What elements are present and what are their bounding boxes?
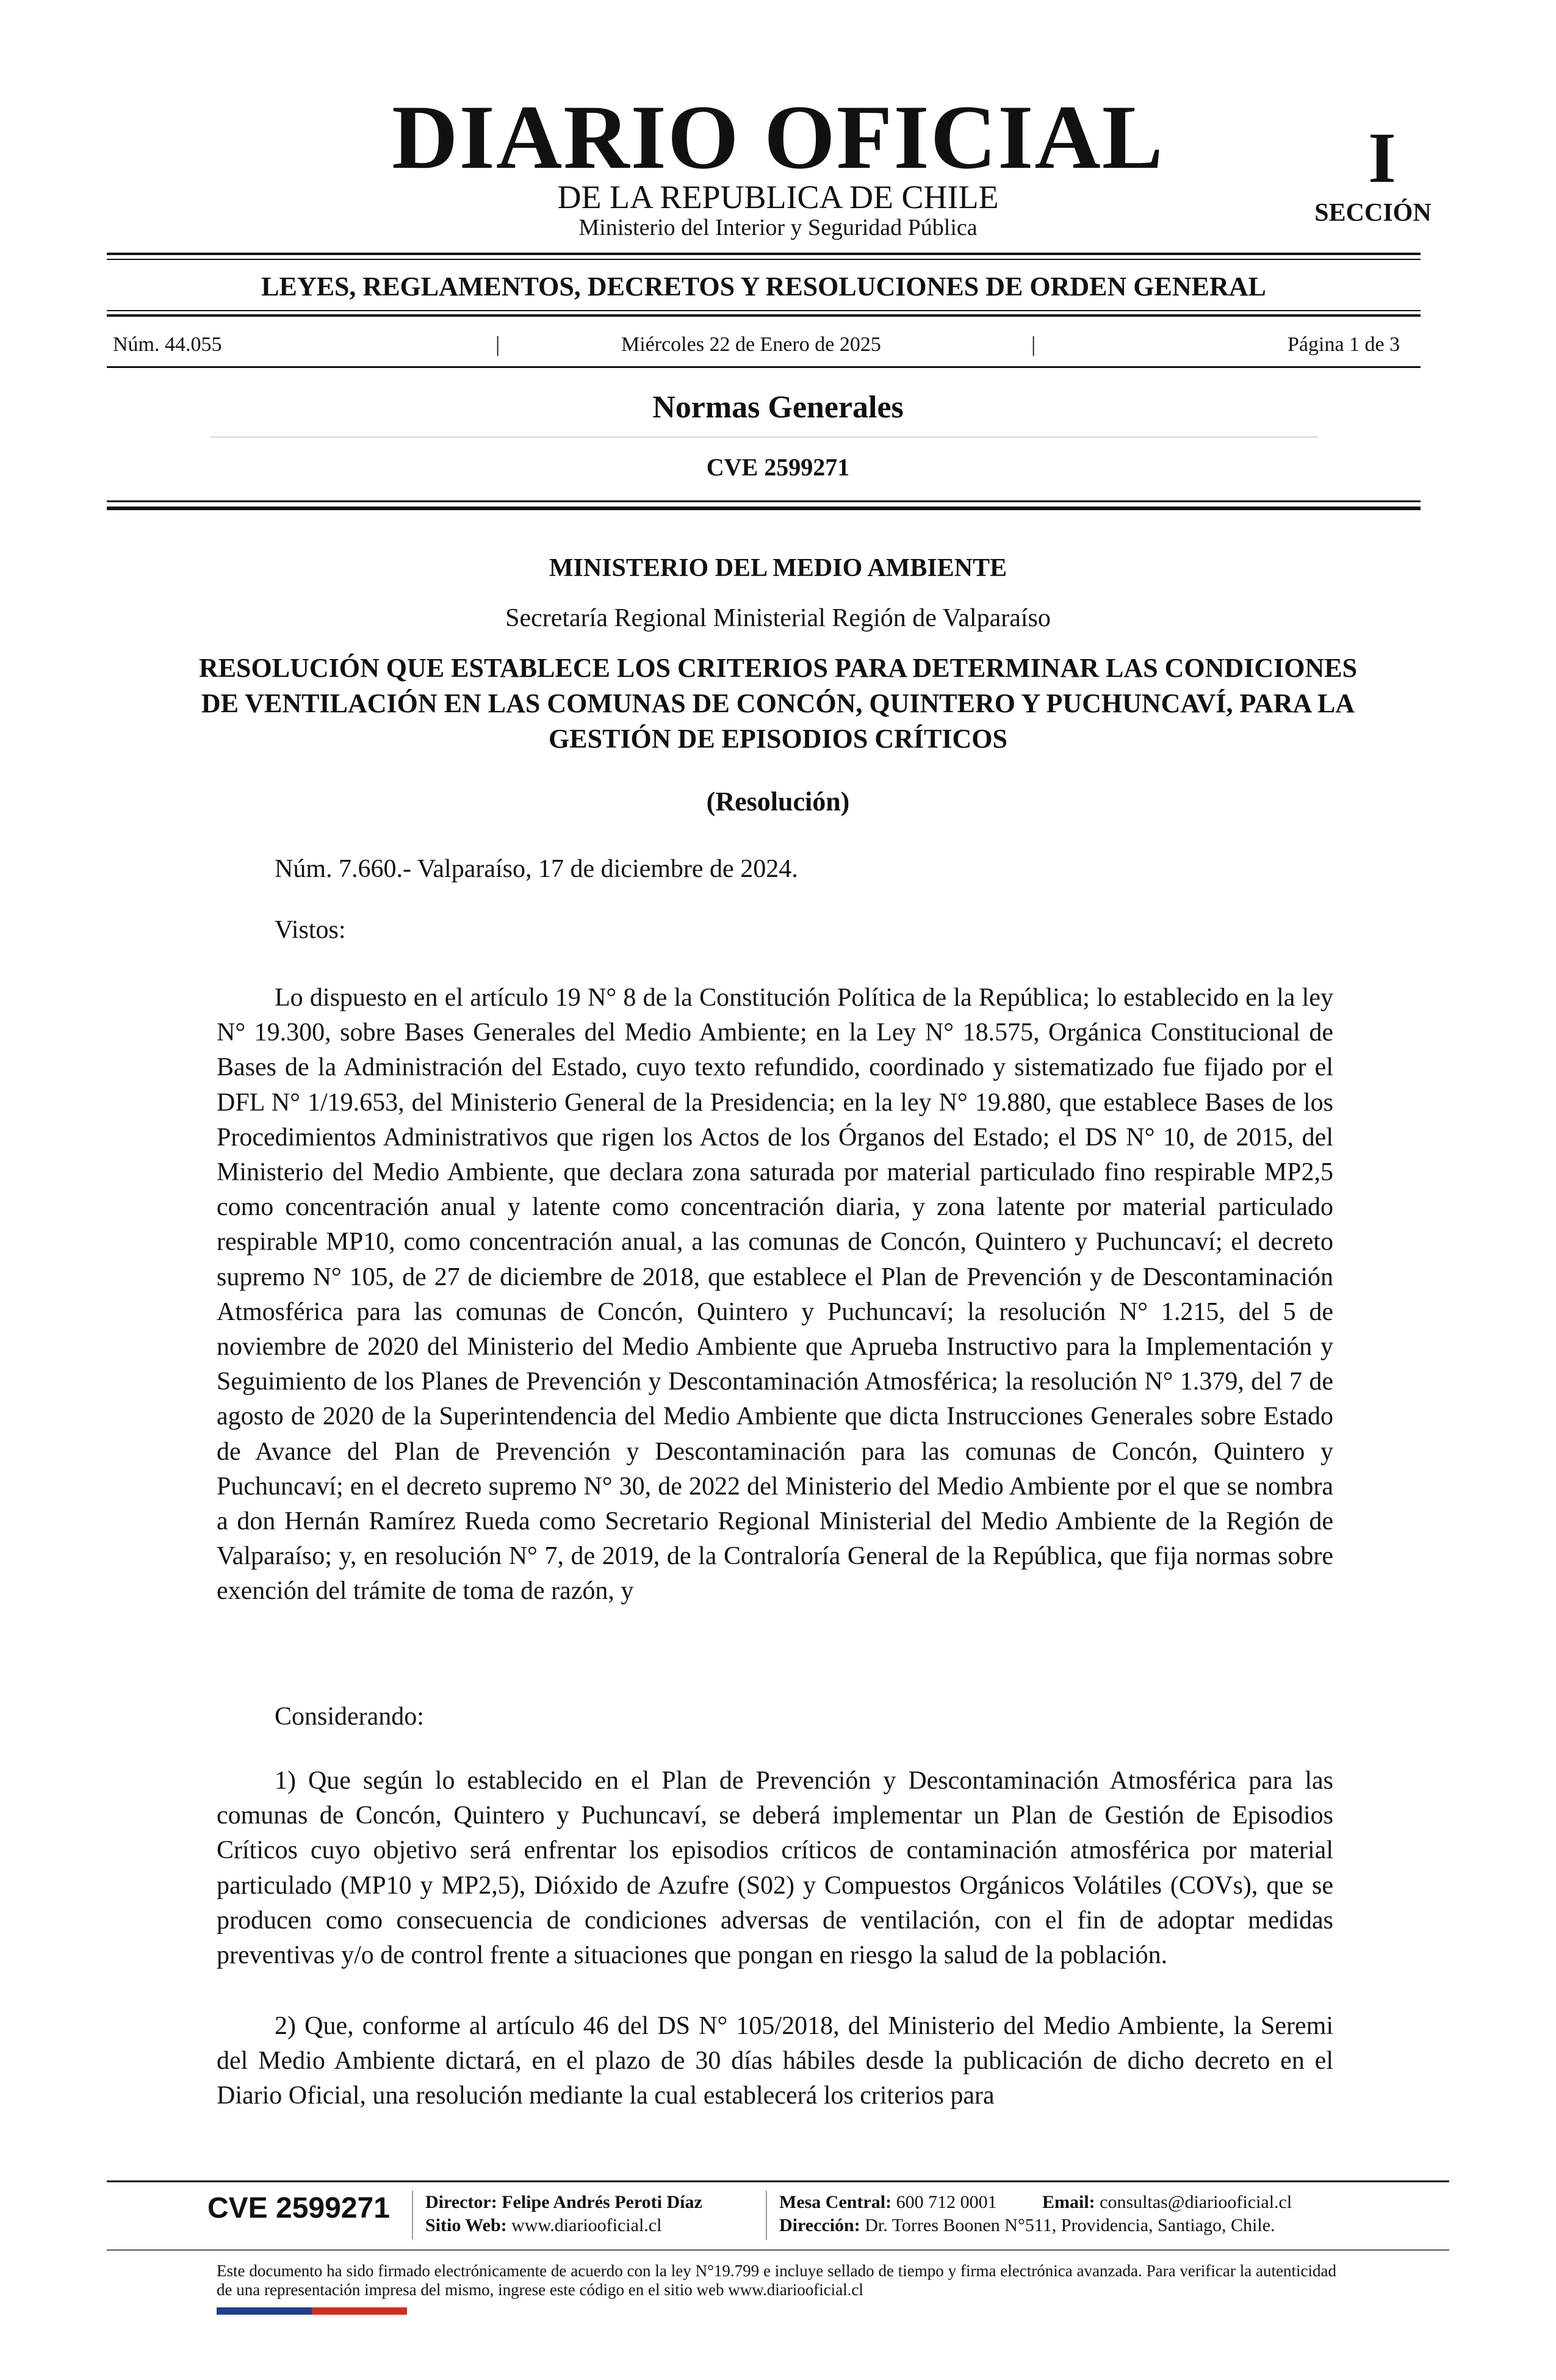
footer-phone bbox=[779, 2193, 997, 2212]
secretariat-subheading: Secretaría Regional Ministerial Región de Valparaíso bbox=[505, 604, 1051, 632]
issue-date: Miércoles 22 de Enero de 2025 bbox=[621, 333, 881, 356]
footer-divider bbox=[107, 2180, 1449, 2182]
phone-label: Mesa Central: bbox=[779, 2192, 892, 2212]
director-name: Felipe Andrés Peroti Díaz bbox=[502, 2192, 702, 2212]
footer-website bbox=[425, 2216, 661, 2235]
page-indicator: Página 1 de 3 bbox=[1288, 333, 1400, 356]
section-heading: LEYES, REGLAMENTOS, DECRETOS Y RESOLUCIONES DE ORDEN GENERAL bbox=[261, 272, 1266, 301]
divider bbox=[107, 500, 1421, 502]
address-label: Dirección: bbox=[779, 2215, 860, 2235]
footer-address bbox=[779, 2216, 1275, 2235]
divider bbox=[107, 310, 1421, 311]
footer-divider bbox=[107, 2249, 1449, 2251]
newspaper-title: DIARIO OFICIAL bbox=[392, 87, 1164, 188]
issue-separator: | bbox=[495, 332, 500, 356]
cve-code: CVE 2599271 bbox=[706, 453, 850, 481]
phone-number: 600 712 0001 bbox=[896, 2192, 997, 2212]
flag-segment bbox=[264, 2307, 312, 2315]
signature-notice: Este documento ha sido firmado electrónicamente de acuerdo con la ley N°19.799 e incluye sellado de tiempo y firma electrónica avanzada. Para verificar la autenticidad de una representación impresa del mismo, ingrese este código en el sitio web www.diariooficial.cl bbox=[217, 2262, 1336, 2299]
footer-director bbox=[425, 2193, 702, 2212]
issue-separator: | bbox=[1031, 332, 1036, 356]
considering-label: Considerando: bbox=[275, 1703, 424, 1731]
newspaper-subtitle: DE LA REPUBLICA DE CHILE bbox=[557, 179, 999, 215]
newspaper-ministry: Ministerio del Interior y Seguridad Pública bbox=[578, 215, 978, 240]
divider bbox=[107, 314, 1421, 317]
issue-number: Núm. 44.055 bbox=[113, 333, 222, 356]
footer-cve-code: CVE 2599271 bbox=[207, 2192, 390, 2224]
considering-paragraph-1: 1) Que según lo establecido en el Plan de Prevención y Descontaminación Atmosférica para las comunas de Concón, Quintero y Puchuncaví, se deberá implementar un Plan de Gestión de Episodios Críticos cuyo objetivo será enfrentar los episodios críticos de contaminación atmosférica por material particulado (MP10 y MP2,5), Dióxido de Azufre (S02) y Compuestos Orgánicos Volátiles (COVs), que se producen como consecuencia de condiciones adversas de ventilación, con el fin de adoptar medidas preventivas y/o de control frente a situaciones que pongan en riesgo la salud de la población. bbox=[217, 1767, 1333, 1970]
divider bbox=[211, 436, 1318, 438]
resolution-title: RESOLUCIÓN QUE ESTABLECE LOS CRITERIOS PARA DETERMINAR LAS CONDICIONES DE VENTILACIÓN EN LAS COMUNAS DE CONCÓN, QUINTERO Y PUCHUNCAVÍ, PARA LA GESTIÓN DE EPISODIOS CRÍTICOS bbox=[198, 653, 1358, 754]
email-link[interactable]: consultas@diariooficial.cl bbox=[1100, 2192, 1292, 2212]
director-label: Director: bbox=[425, 2192, 497, 2212]
footer-separator bbox=[766, 2191, 767, 2240]
divider bbox=[107, 366, 1421, 368]
section-label: SECCIÓN bbox=[1314, 199, 1432, 227]
footer-separator bbox=[412, 2191, 413, 2240]
chile-flag-stripe bbox=[217, 2307, 407, 2315]
flag-segment bbox=[217, 2307, 264, 2315]
considering-paragraph-2: 2) Que, conforme al artículo 46 del DS N° 105/2018, del Ministerio del Medio Ambiente, la Seremi del Medio Ambiente dictará, en el plazo de 30 días hábiles desde la publicación de dicho decreto en el Diario Oficial, una resolución mediante la cual establecerá los criterios para bbox=[217, 2012, 1333, 2110]
ministry-heading: MINISTERIO DEL MEDIO AMBIENTE bbox=[549, 554, 1007, 582]
resolution-label: (Resolución) bbox=[706, 787, 850, 817]
address-value: Dr. Torres Boonen N°511, Providencia, Santiago, Chile. bbox=[865, 2215, 1275, 2235]
vistos-label: Vistos: bbox=[275, 916, 346, 944]
section-number: I bbox=[1368, 118, 1396, 198]
divider bbox=[107, 507, 1421, 510]
flag-segment bbox=[312, 2307, 359, 2315]
divider bbox=[107, 259, 1421, 260]
website-link[interactable]: www.diariooficial.cl bbox=[511, 2215, 662, 2235]
flag-segment bbox=[359, 2307, 407, 2315]
divider bbox=[107, 253, 1421, 255]
resolution-number: Núm. 7.660.- Valparaíso, 17 de diciembre de 2024. bbox=[275, 855, 798, 883]
vistos-paragraph: Lo dispuesto en el artículo 19 N° 8 de la Constitución Política de la República; lo establecido en la ley N° 19.300, sobre Bases Generales del Medio Ambiente; en la Ley N° 18.575, Orgánica Constitucional de Bases de la Administración del Estado, cuyo texto refundido, coordinado y sistematizado fue fijado por el DFL N° 1/19.653, del Ministerio General de la Presidencia; en la ley N° 19.880, que establece Bases de los Procedimientos Administrativos que rigen los Actos de los Órganos del Estado; el DS N° 10, de 2015, del Ministerio del Medio Ambiente, que declara zona saturada por material particulado fino respirable MP2,5 como concentración anual y latente como concentración diaria, y zona latente por material particulado respirable MP10, como concentración anual, a las comunas de Concón, Quintero y Puchuncaví; el decreto supremo N° 105, de 27 de diciembre de 2018, que establece el Plan de Prevención y de Descontaminación Atmosférica para las comunas de Concón, Quintero y Puchuncaví; la resolución N° 1.215, del 5 de noviembre de 2020 del Ministerio del Medio Ambiente que Aprueba Instructivo para la Implementación y Seguimiento de los Planes de Prevención y Descontaminación Atmosférica; la resolución N° 1.379, del 7 de agosto de 2020 de la Superintendencia del Medio Ambiente que dicta Instrucciones Generales sobre Estado de Avance del Plan de Prevención y Descontaminación para las comunas de Concón, Quintero y Puchuncaví; en el decreto supremo N° 30, de 2022 del Ministerio del Medio Ambiente por el que se nombra a don Hernán Ramírez Rueda como Secretario Regional Ministerial del Medio Ambiente de la Región de Valparaíso; y, en resolución N° 7, de 2019, de la Contraloría General de la República, que fija normas sobre exención del trámite de toma de razón, y bbox=[217, 984, 1333, 1606]
footer-email bbox=[1042, 2193, 1292, 2212]
website-label: Sitio Web: bbox=[425, 2215, 507, 2235]
norms-title: Normas Generales bbox=[652, 390, 904, 425]
email-label: Email: bbox=[1042, 2192, 1095, 2212]
